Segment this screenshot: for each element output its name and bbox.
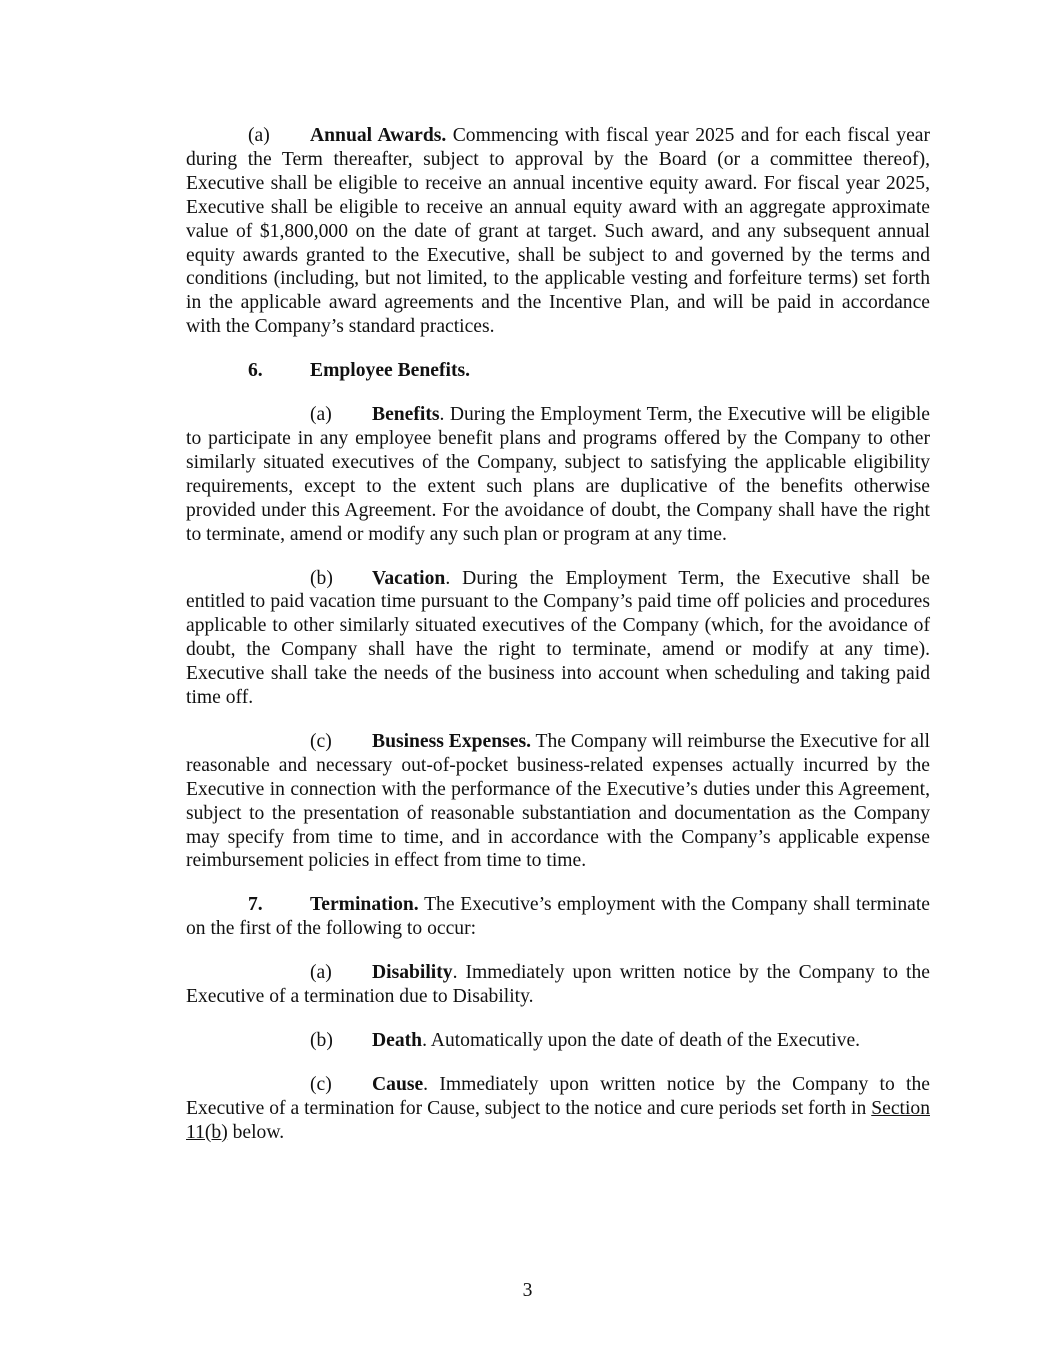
paragraph-title: Death bbox=[372, 1030, 423, 1051]
paragraph-title: Vacation bbox=[372, 567, 446, 589]
paragraph-death bbox=[186, 1029, 930, 1053]
paragraph-vacation bbox=[186, 567, 930, 710]
paragraph-label: (b) bbox=[310, 567, 333, 589]
paragraph-label: (c) bbox=[310, 730, 332, 752]
paragraph-label: (a) bbox=[248, 125, 270, 146]
section-title: Employee Benefits. bbox=[310, 360, 470, 382]
paragraph-annual-awards bbox=[186, 124, 930, 339]
paragraph-cause bbox=[186, 1073, 930, 1145]
paragraph-business-expenses bbox=[186, 730, 930, 873]
paragraph-title: Annual Awards. bbox=[310, 125, 447, 146]
paragraph-body: The Company will reimburse the Executive for all reasonable and necessary out-of-pocket business-related expenses actually incurred by the Executive in connection with the performance of the Executive’s duties under this Agreement, subject to the presentation of reasonable substantiation and documentation as the Company may specify from time to time, and in accordance with the Company’s applicable expense reimbursement policies in effect from time to time. bbox=[186, 730, 931, 872]
paragraph-label: (a) bbox=[310, 404, 332, 426]
paragraph-body: . Immediately upon written notice by the Company to the Executive of a termination due to Disability. bbox=[186, 962, 930, 1008]
document-page bbox=[186, 124, 930, 1165]
section-heading-employee-benefits bbox=[186, 359, 930, 383]
paragraph-title: Benefits bbox=[372, 404, 440, 426]
section-title: Termination. bbox=[310, 894, 419, 916]
section-termination bbox=[186, 893, 930, 941]
page-number: 3 bbox=[522, 1280, 533, 1301]
paragraph-benefits bbox=[186, 403, 930, 546]
section-number: 7. bbox=[248, 894, 263, 916]
section-number: 6. bbox=[248, 360, 263, 382]
paragraph-title: Disability bbox=[372, 962, 453, 984]
section-reference-link[interactable]: Section 11(b) bbox=[186, 1097, 930, 1143]
paragraph-label: (a) bbox=[310, 962, 332, 984]
paragraph-label: (b) bbox=[310, 1030, 333, 1051]
paragraph-body: . Automatically upon the date of death of the Executive. bbox=[422, 1030, 861, 1051]
paragraph-tail: below. bbox=[227, 1121, 285, 1143]
paragraph-body: Commencing with fiscal year 2025 and for each fiscal year during the Term thereafter, subject to approval by the Board (or a committee thereof), Executive shall be eligible to receive an annual incentive equity award. For fiscal year 2025, Executive shall be eligible to receive an annual equity award with an aggregate approximate value of $1,800,000 on the date of grant at target. Such award, and any subsequent annual equity awards granted to the Executive, shall be subject to and governed by the terms and conditions (including, but not limited, to the applicable vesting and forfeiture terms) set forth in the applicable award agreements and the Incentive Plan, and will be paid in accordance with the Company’s standard practices. bbox=[186, 125, 930, 338]
section-body: The Executive’s employment with the Company shall terminate on the first of the following to occur: bbox=[186, 894, 930, 940]
paragraph-title: Business Expenses. bbox=[372, 730, 531, 752]
paragraph-label: (c) bbox=[310, 1073, 332, 1095]
paragraph-body: . During the Employment Term, the Executive shall be entitled to paid vacation time pursuant to the Company’s paid time off policies and procedures applicable to other similarly situated executives of the Company (which, for the avoidance of doubt, the Company shall have the right to terminate, amend or modify at any time). Executive shall take the needs of the business into account when scheduling and taking paid time off. bbox=[186, 567, 930, 709]
paragraph-disability bbox=[186, 961, 930, 1009]
paragraph-title: Cause bbox=[372, 1073, 424, 1095]
paragraph-body: . During the Employment Term, the Executive will be eligible to participate in any employee benefit plans and programs offered by the Company to other similarly situated executives of the Company, subject to satisfying the applicable eligibility requirements, except to the extent such plans are duplicative of the benefits otherwise provided under this Agreement. For the avoidance of doubt, the Company shall have the right to terminate, amend or modify any such plan or program at any time. bbox=[186, 404, 930, 545]
paragraph-body: . Immediately upon written notice by the Company to the Executive of a termination for Cause, subject to the notice and cure periods set forth in bbox=[186, 1073, 930, 1119]
